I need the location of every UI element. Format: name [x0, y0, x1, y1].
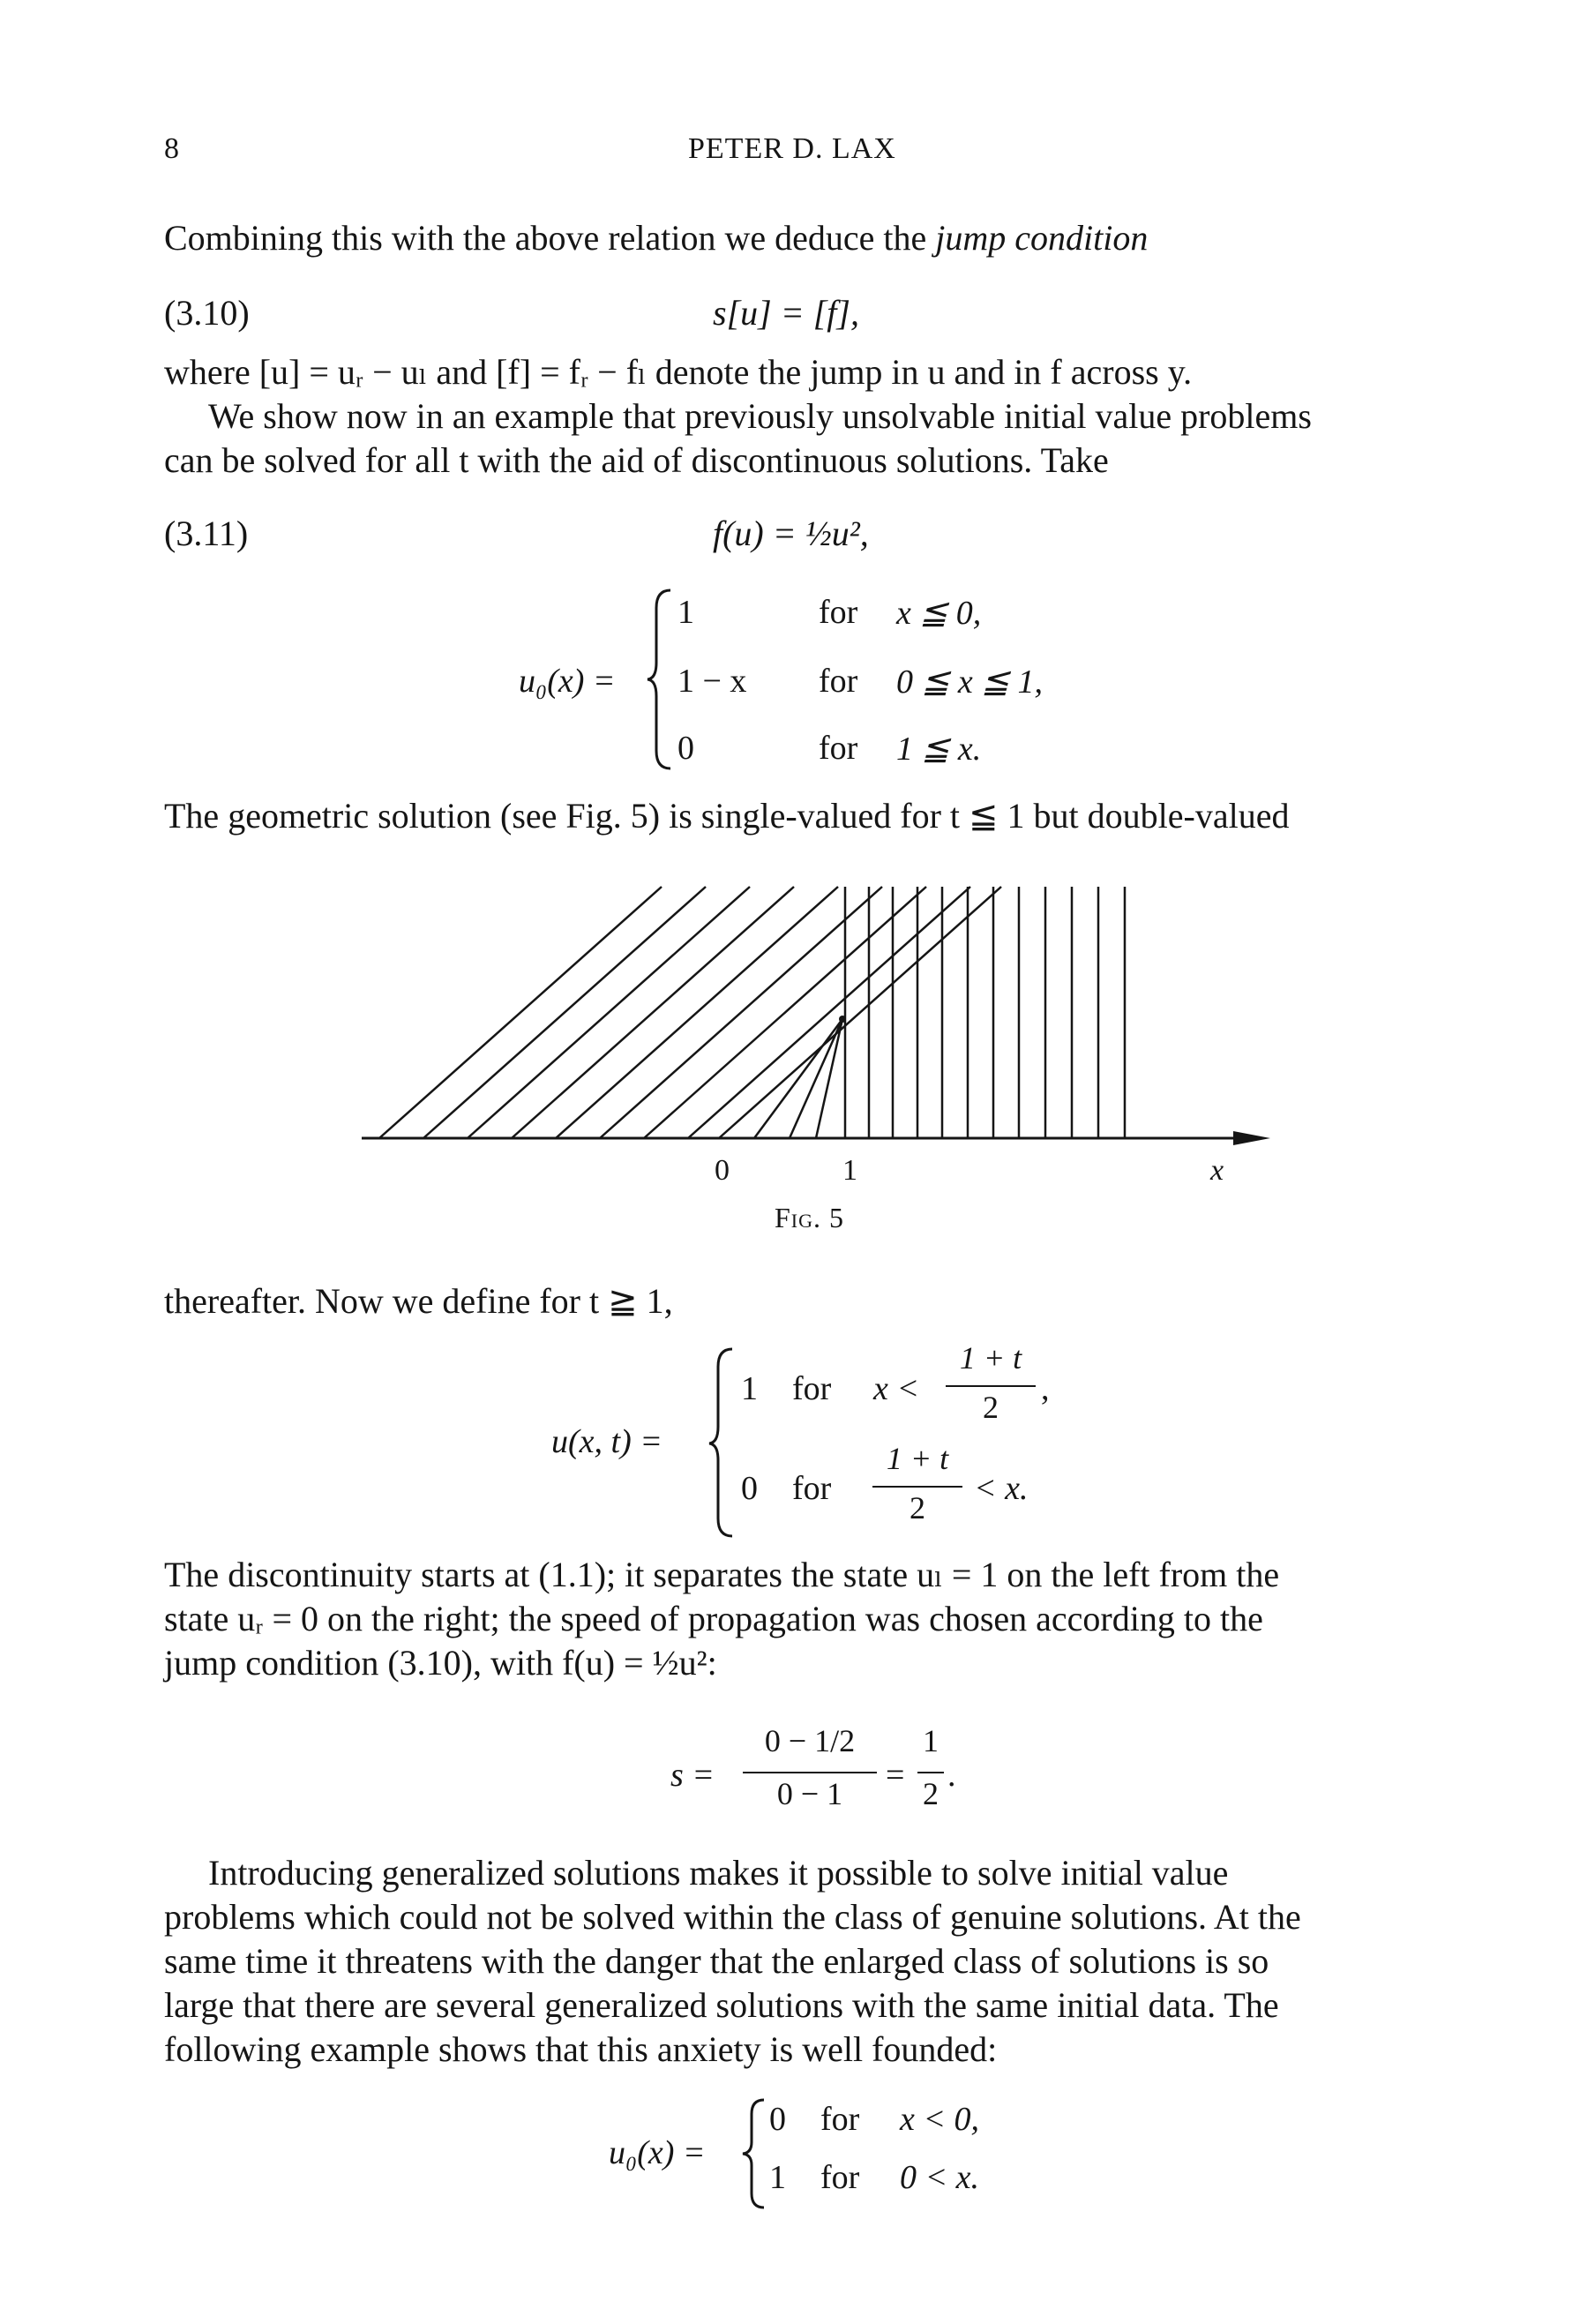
paragraph-generalized-line-3: same time it threatens with the danger that the enlarged class of solutions is so	[164, 1941, 1269, 1981]
u-case-1-pre: x <	[873, 1370, 920, 1407]
paragraph-generalized-line-4: large that there are several generalized solutions with the same initial data. The	[164, 1985, 1279, 2025]
u-case-2-post: < x.	[974, 1470, 1029, 1507]
u0-case-2-cond: 0 ≦ x ≦ 1,	[896, 663, 1044, 701]
u0-def2-case-2-value: 1	[769, 2159, 786, 2196]
speed-numerator-2: 1	[923, 1723, 939, 1758]
u0-def2-case-2-cond: 0 < x.	[900, 2159, 980, 2196]
figure-axis-label: x	[1210, 1154, 1224, 1187]
paragraph-example-line-1: We show now in an example that previously unsolvable initial value problems	[208, 396, 1312, 436]
u-case-2-numerator: 1 + t	[886, 1441, 949, 1476]
paragraph-discontinuity-line-1: The discontinuity starts at (1.1); it separates the state uₗ = 1 on the left from the	[164, 1555, 1280, 1594]
u-case-1-post: ,	[1041, 1370, 1050, 1407]
paragraph-jump-intro-text: Combining this with the above relation we deduce the	[164, 218, 936, 258]
speed-denominator-2: 2	[923, 1776, 939, 1811]
u-case-2-for: for	[792, 1470, 832, 1507]
paragraph-discontinuity-line-3: jump condition (3.10), with f(u) = ½u²:	[164, 1643, 717, 1683]
u0-def-brace	[644, 587, 679, 772]
u0-def2-case-2-for: for	[820, 2159, 860, 2196]
figure-tick-1: 1	[842, 1154, 857, 1187]
u0-def-lhs: u₀(x) =	[519, 663, 616, 700]
u-case-1-for: for	[792, 1370, 832, 1407]
equation-3-10: s[u] = [f],	[713, 293, 859, 333]
paragraph-geometric: The geometric solution (see Fig. 5) is single-valued for t ≦ 1 but double-valued	[164, 796, 1290, 836]
figure-tick-0: 0	[715, 1154, 730, 1187]
paragraph-generalized-line-1: Introducing generalized solutions makes it possible to solve initial value	[208, 1853, 1229, 1893]
speed-fraction-bar-2	[917, 1772, 944, 1773]
u0-case-3-for: for	[819, 730, 858, 767]
paragraph-jump-intro	[164, 216, 1148, 260]
u-case-2-denominator: 2	[910, 1490, 925, 1526]
page-number: 8	[164, 132, 180, 165]
u-def-lhs: u(x, t) =	[551, 1423, 662, 1460]
speed-lhs: s =	[670, 1757, 715, 1794]
speed-post: .	[947, 1757, 956, 1794]
equation-3-11: f(u) = ½u²,	[713, 514, 869, 553]
u0-case-1-for: for	[819, 594, 858, 631]
u-def-brace	[706, 1346, 741, 1540]
u0-def2-case-1-cond: x < 0,	[900, 2101, 980, 2138]
paragraph-example-line-2: can be solved for all t with the aid of discontinuous solutions. Take	[164, 440, 1109, 480]
u0-case-3-value: 0	[677, 730, 694, 767]
paragraph-discontinuity-line-2: state uᵣ = 0 on the right; the speed of propagation was chosen according to the	[164, 1599, 1263, 1638]
u-case-1-numerator: 1 + t	[959, 1340, 1022, 1376]
u0-def2-case-1-for: for	[820, 2101, 860, 2138]
speed-denominator-1: 0 − 1	[776, 1776, 843, 1811]
paragraph-generalized-line-2: problems which could not be solved within the class of genuine solutions. At the	[164, 1897, 1301, 1937]
equation-label-3-10: (3.10)	[164, 293, 250, 333]
u-case-1-value: 1	[741, 1370, 758, 1407]
running-title: PETER D. LAX	[688, 132, 896, 165]
speed-equals: =	[886, 1757, 905, 1794]
figure-5-characteristics	[0, 882, 1572, 1200]
equation-label-3-11: (3.11)	[164, 514, 249, 553]
figure-caption: Fig. 5	[775, 1202, 845, 1233]
u0-def2-lhs: u₀(x) =	[609, 2134, 706, 2171]
paragraph-thereafter: thereafter. Now we define for t ≧ 1,	[164, 1281, 673, 1321]
speed-fraction-bar-1	[743, 1772, 877, 1773]
jump-condition-emphasis: jump condition	[935, 218, 1149, 258]
u0-case-1-cond: x ≦ 0,	[896, 595, 982, 632]
u0-def2-brace	[739, 2096, 771, 2211]
speed-numerator-1: 0 − 1/2	[764, 1723, 856, 1758]
u0-case-1-value: 1	[677, 594, 694, 631]
u0-def2-case-1-value: 0	[769, 2101, 786, 2138]
u0-case-2-value: 1 − x	[677, 663, 747, 700]
u-case-1-fraction-bar	[946, 1385, 1036, 1387]
u-case-2-fraction-bar	[872, 1486, 962, 1488]
paragraph-generalized-line-5: following example shows that this anxiety is well founded:	[164, 2029, 998, 2069]
u-case-1-denominator: 2	[983, 1390, 999, 1425]
u-case-2-value: 0	[741, 1470, 758, 1507]
where-line: where [u] = uᵣ − uₗ and [f] = fᵣ − fₗ denote the jump in u and in f across y.	[164, 352, 1193, 392]
u0-case-2-for: for	[819, 663, 858, 700]
u0-case-3-cond: 1 ≦ x.	[896, 731, 982, 768]
